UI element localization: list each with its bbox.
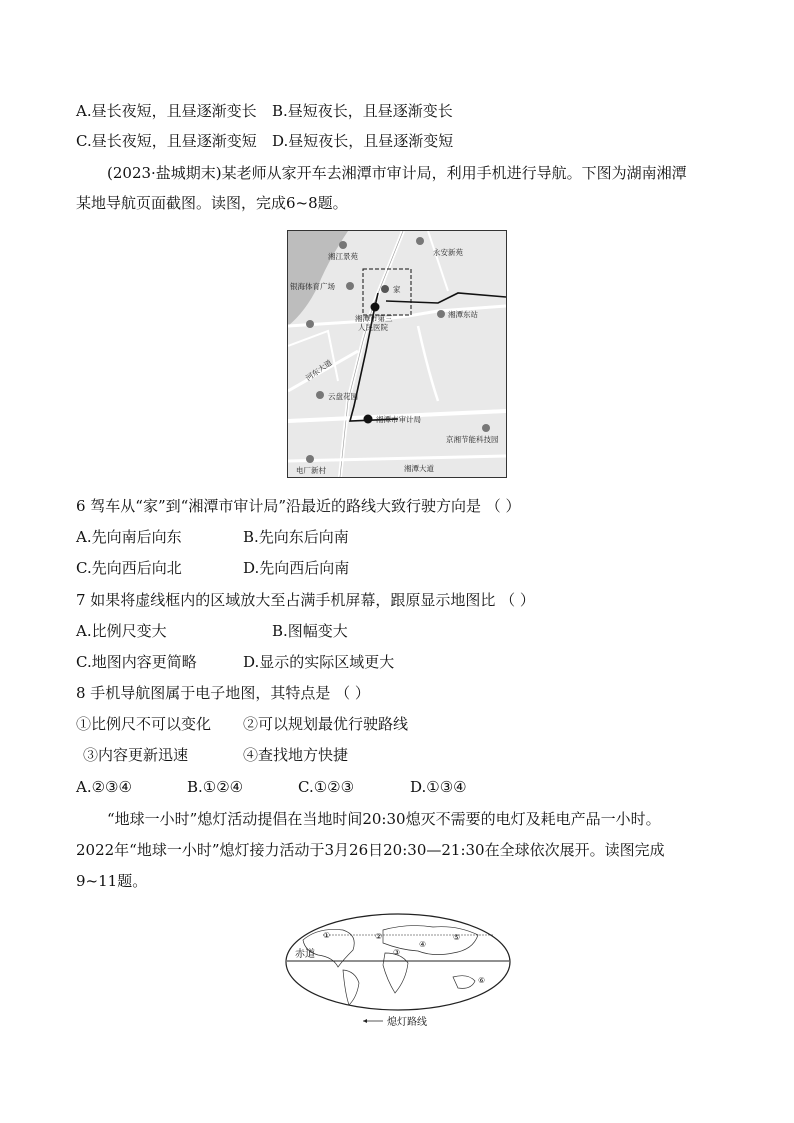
point-6: ⑥ [478,976,486,985]
intro2-line3: 9~11题。 [76,872,148,890]
intro2-line2: 2022年“地球一小时”熄灯接力活动于3月26日20:30—21:30在全球依次展开。读图完成 [76,841,665,859]
q5-option-d: D.昼短夜长，且昼逐渐变短 [272,132,454,150]
q7-option-d: D.显示的实际区域更大 [243,653,395,671]
map-label-xiangjiang: 湘江景苑 [328,252,358,261]
q6-option-b: B.先向东后向南 [243,528,349,546]
q7-option-c: C.地图内容更简略 [76,653,197,671]
point-2: ② [375,932,383,941]
q8-statement-3: ③内容更新迅速 [83,746,189,764]
intro1-line1: (2023·盐城期末)某老师从家开车去湘潭市审计局，利用手机进行导航。下图为湖南湘潭 [107,164,687,182]
map-label-hospital-2: 人民医院 [358,323,388,332]
map-label-yunpan: 云盘花园 [328,392,358,401]
q7-option-b: B.图幅变大 [272,622,348,640]
point-1: ① [323,931,331,940]
q8-option-c: C.①②③ [298,778,355,796]
q5-option-c: C.昼长夜短，且昼逐渐变短 [76,132,257,150]
map-label-east-station: 湘潭东站 [448,310,478,319]
q6-stem: 6 驾车从“家”到“湘潭市审计局”沿最近的路线大致行驶方向是 （ ） [76,497,521,515]
map-label-audit-bureau: 湘潭市审计局 [376,415,421,424]
legend-route: 熄灯路线 [387,1017,427,1028]
point-3: ③ [393,948,401,957]
map-label-yongan: 永安新苑 [433,248,463,257]
intro1-line2: 某地导航页面截图。读图，完成6~8题。 [76,194,348,212]
intro2-line1: “地球一小时”熄灯活动提倡在当地时间20:30熄灭不需要的电灯及耗电产品一小时。 [107,810,661,828]
q5-option-a: A.昼长夜短，且昼逐渐变长 [76,102,257,120]
map-label-hedong-road: 河东大道 [303,358,334,383]
q8-stem: 8 手机导航图属于电子地图，其特点是 （ ） [76,684,370,702]
map-label-yinhai: 银海体育广场 [290,282,335,291]
map-label-dianchang: 电厂新村 [296,466,326,475]
map-label-jingxiang: 京湘节能科技园 [446,435,499,444]
q8-statement-4: ④查找地方快捷 [243,746,349,764]
q8-statement-1: ①比例尺不可以变化 [76,715,212,733]
q6-option-a: A.先向南后向东 [76,528,182,546]
q7-stem: 7 如果将虚线框内的区域放大至占满手机屏幕，跟原显示地图比 （ ） [76,591,535,609]
world-map [283,905,513,1035]
q8-option-d: D.①③④ [410,778,467,796]
q5-option-b: B.昼短夜长，且昼逐渐变长 [272,102,453,120]
navigation-map [287,230,507,478]
map-label-home: 家 [393,285,401,294]
map-label-xiangtan-avenue: 湘潭大道 [404,464,434,473]
q7-option-a: A.比例尺变大 [76,622,167,640]
q6-option-c: C.先向西后向北 [76,559,182,577]
point-4: ④ [419,940,427,949]
point-5: ⑤ [453,933,461,942]
q8-option-a: A.②③④ [76,778,132,796]
equator-label: 赤道 [295,949,315,960]
q6-option-d: D.先向西后向南 [243,559,350,577]
q8-statement-2: ②可以规划最优行驶路线 [243,715,409,733]
q8-option-b: B.①②④ [187,778,244,796]
map-label-hospital-1: 湘潭市第三 [355,314,393,323]
